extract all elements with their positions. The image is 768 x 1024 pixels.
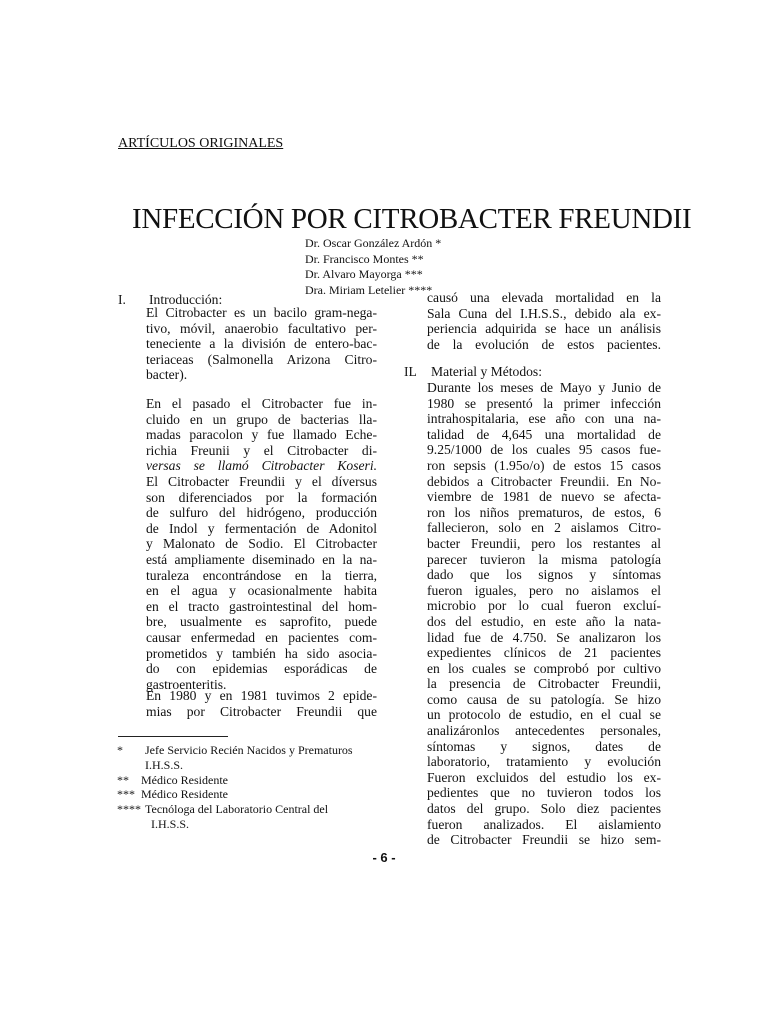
section-label: ARTÍCULOS ORIGINALES (118, 136, 284, 151)
text-line: periencia adquirida se hace un análisis (427, 321, 661, 337)
text-line: en el tracto gastrointestinal del hom- (146, 598, 377, 614)
text-line: turaleza encontrándose en la tierra, (146, 567, 377, 583)
intro-paragraph-3 (146, 688, 377, 719)
footnote-mark: ** (117, 772, 129, 787)
page-number: - 6 - (372, 850, 396, 865)
text-line: analizáronlos antecedentes personales, (427, 723, 661, 739)
footnote-mark: * (117, 743, 123, 757)
text-line: intrahospitalaria, ese año con una na- (427, 411, 661, 427)
section-title: Material y Métodos: (431, 364, 542, 379)
text-line: teneciente a la división de entero-bac- (146, 336, 377, 352)
footnote-text: I.H.S.S. (145, 757, 184, 772)
text-line: bacter Freundii, pero los restantes al (427, 535, 661, 551)
author-list (305, 236, 441, 298)
text-line: prometidos y también ha sido asocia- (146, 645, 377, 661)
text-line: El Citrobacter es un bacilo gram-nega- (146, 305, 377, 320)
text-line: teriaceas (Salmonella Arizona Citro- (146, 351, 377, 367)
author: Dr. Alvaro Mayorga *** (305, 267, 423, 281)
text-line: pedientes que no tuvieron todos los (427, 785, 661, 801)
text-line: En el pasado el Citrobacter fue in- (146, 396, 377, 411)
text-line: gastroenteritis. (146, 676, 227, 692)
intro-paragraph-2 (146, 396, 377, 692)
author: Dra. Miriam Letelier **** (305, 282, 433, 297)
text-line: madas paracolon y fue llamado Eche- (146, 427, 377, 443)
text-line: y Malonato de Sodio. El Citrobacter (146, 536, 377, 552)
text-line: está ampliamente diseminado en la na- (146, 551, 377, 567)
text-line: cluido en un grupo de bacterias lla- (146, 411, 377, 427)
footnotes (117, 743, 353, 832)
intro-paragraph-1 (146, 305, 377, 383)
text-line: causar enfermedad en pacientes com- (146, 629, 377, 645)
text-line: un protocolo de estudio, en el cual se (427, 707, 661, 723)
text-line: microbio por lo cual fueron excluí- (427, 598, 661, 614)
author: Dr. Oscar González Ardón * (305, 236, 442, 250)
text-line: causó una elevada mortalidad en la (427, 290, 661, 305)
footnote-mark: **** (117, 802, 141, 817)
text-line: talidad de 4,645 una mortalidad de (427, 426, 661, 442)
author: Dr. Francisco Montes ** (305, 251, 424, 266)
text-line: fallecieron, solo en 2 aislamos Citro- (427, 520, 661, 536)
right-top-paragraph (427, 290, 661, 352)
section-number: I. (118, 292, 126, 307)
text-line: versas se llamó Citrobacter Koseri. (146, 458, 377, 474)
text-line: bacter). (146, 367, 188, 383)
footnote (117, 743, 353, 758)
text-line: lidad fue de 4.750. Se analizaron los (427, 629, 661, 645)
footnote-text: Tecnóloga del Laboratorio Central del (145, 802, 329, 817)
text-line: en el agua y ocasionalmente habita (146, 583, 377, 599)
text-line: El Citrobacter Freundii y el díversus (146, 473, 377, 489)
footnote (117, 758, 353, 773)
section-number: IL (404, 364, 417, 379)
text-line: En 1980 y en 1981 tuvimos 2 epide- (146, 688, 377, 703)
text-line: de la evolución de estos pacientes. (427, 336, 661, 352)
footnote (117, 787, 353, 802)
text-line: la presencia de Citrobacter Freundii, (427, 676, 661, 692)
section-title: Introducción: (149, 292, 223, 307)
text-line: como causa de su patología. Se hizo (427, 691, 661, 707)
text-line: Durante los meses de Mayo y Junio de (427, 380, 661, 395)
footnote-mark: *** (117, 787, 135, 802)
text-line: laboratorio, tratamiento y evolución (427, 754, 661, 770)
text-line: 9.25/1000 de los cuales 95 casos fue- (427, 442, 661, 458)
text-line: Sala Cuna del I.H.S.S., debido ala ex- (427, 305, 661, 321)
text-line: mias por Citrobacter Freundii que (146, 703, 377, 719)
text-line: dado que los signos y síntomas (427, 567, 661, 583)
text-line: richia Freunii y el Citrobacter di- (146, 442, 377, 458)
text-line: de Citrobacter Freundii se hizo sem- (427, 832, 661, 848)
text-line: ron sepsis (1.95o/o) de estos 15 casos (427, 457, 661, 473)
text-line: síntomas y signos, dates de (427, 738, 661, 754)
text-line: fueron iguales, pero no aislamos el (427, 582, 661, 598)
footnote (117, 817, 353, 832)
methods-paragraph (427, 380, 661, 848)
footnote-text: I.H.S.S. (151, 816, 190, 831)
article-title: INFECCIÓN POR CITROBACTER FREUNDII (132, 203, 692, 235)
footnote-divider (118, 736, 228, 737)
text-line: de sulfuro del hidrógeno, producción (146, 505, 377, 521)
text-line: fueron analizados. El aislamiento (427, 816, 661, 832)
text-line: de Indol y fermentación de Adonitol (146, 520, 377, 536)
text-line: debidos a Citrobacter Freundii. En No- (427, 473, 661, 489)
text-line: datos del grupo. Solo diez pacientes (427, 801, 661, 817)
section-heading-material-metodos (404, 364, 542, 380)
text-line: son diferenciados por la formación (146, 489, 377, 505)
text-line: viembre de 1981 de nuevo se afecta- (427, 489, 661, 505)
text-line: en los cuales se comprobó por cultivo (427, 660, 661, 676)
text-line: do con epidemias esporádicas de (146, 661, 377, 677)
text-line: dos del estudio, en este año la nata- (427, 613, 661, 629)
text-line: tivo, móvil, anaerobio facultativo per- (146, 320, 377, 336)
text-line: 1980 se presentó la primer infección (427, 395, 661, 411)
text-line: expedientes clínicos de 21 pacientes (427, 645, 661, 661)
footnote (117, 773, 353, 788)
footnote-text: Médico Residente (141, 772, 228, 787)
text-line: bre, usualmente es saprofito, puede (146, 614, 377, 630)
footnote-text: Médico Residente (141, 787, 228, 802)
text-line: ron los niños prematuros, de estos, 6 (427, 504, 661, 520)
footnote-text: Jefe Servicio Recién Nacidos y Prematuros (145, 743, 353, 757)
footnote (117, 802, 353, 817)
text-line: Fueron excluidos del estudio los ex- (427, 769, 661, 785)
text-line: parecer tuvieron la misma patología (427, 551, 661, 567)
